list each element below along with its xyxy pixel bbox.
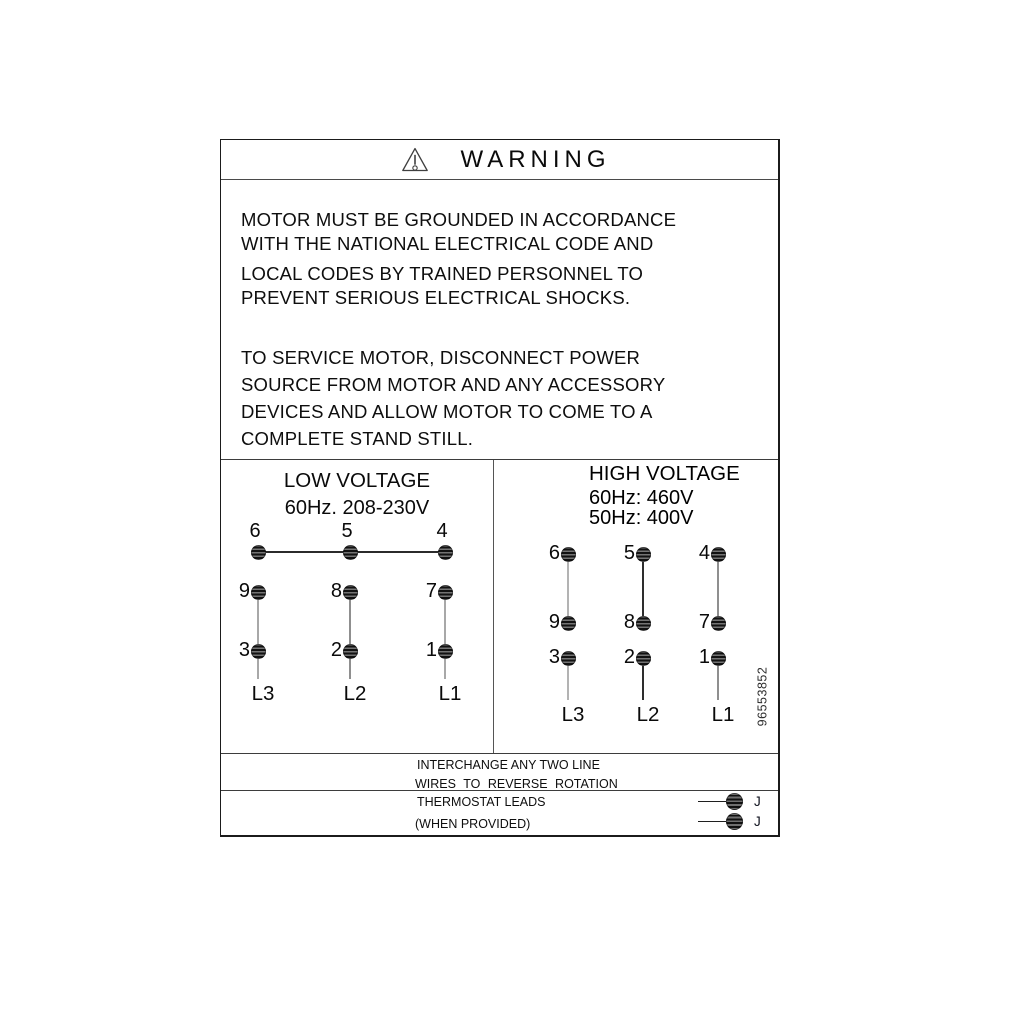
warning-line: COMPLETE STAND STILL. bbox=[241, 428, 474, 449]
warning-line: WITH THE NATIONAL ELECTRICAL CODE AND bbox=[241, 233, 654, 254]
lv-line-label: L2 bbox=[343, 682, 367, 705]
thermostat-note-section bbox=[221, 791, 778, 835]
low-voltage-subtitle: 60Hz. 208-230V bbox=[284, 497, 430, 519]
low-voltage-title: LOW VOLTAGE bbox=[283, 469, 431, 492]
lv-wire-l1 bbox=[444, 592, 446, 679]
warning-line: MOTOR MUST BE GROUNDED IN ACCORDANCE bbox=[241, 209, 677, 230]
rotation-note-line1: INTERCHANGE ANY TWO LINE bbox=[417, 758, 600, 772]
hv-terminal-number: 3 bbox=[548, 646, 560, 668]
warning-triangle-icon bbox=[400, 145, 430, 175]
warning-line: LOCAL CODES BY TRAINED PERSONNEL TO bbox=[241, 263, 644, 284]
lv-terminal-number: 7 bbox=[425, 580, 437, 602]
lv-terminal-dot-5 bbox=[343, 545, 358, 560]
thermostat-lead-terminal-1 bbox=[726, 793, 743, 810]
hv-terminal-dot-1 bbox=[711, 651, 726, 666]
lv-terminal-number: 3 bbox=[238, 639, 250, 661]
thermostat-note-line2: (WHEN PROVIDED) bbox=[415, 817, 531, 831]
thermostat-lead-wire-2 bbox=[698, 821, 728, 823]
hv-terminal-dot-7 bbox=[711, 616, 726, 631]
hv-terminal-number: 1 bbox=[698, 646, 710, 668]
thermostat-lead-wire-1 bbox=[698, 801, 728, 803]
hv-terminal-number: 2 bbox=[623, 646, 635, 668]
hv-line-label: L2 bbox=[636, 703, 660, 726]
lv-terminal-dot-1 bbox=[438, 644, 453, 659]
part-number: 96553852 bbox=[755, 666, 770, 727]
warning-line: DEVICES AND ALLOW MOTOR TO COME TO A bbox=[241, 401, 653, 422]
high-voltage-title: HIGH VOLTAGE bbox=[589, 462, 740, 485]
thermostat-lead-label-1: J bbox=[754, 794, 761, 809]
lv-terminal-dot-7 bbox=[438, 585, 453, 600]
high-voltage-header bbox=[589, 464, 740, 529]
motor-warning-label bbox=[220, 139, 780, 837]
lv-terminal-dot-8 bbox=[343, 585, 358, 600]
hv-terminal-number: 9 bbox=[548, 611, 560, 633]
lv-terminal-number: 9 bbox=[238, 580, 250, 602]
thermostat-lead-label-2: J bbox=[754, 814, 761, 829]
rotation-note-line2: WIRES TO REVERSE ROTATION bbox=[415, 777, 618, 791]
warning-line: TO SERVICE MOTOR, DISCONNECT POWER bbox=[241, 347, 641, 368]
thermostat-lead-terminal-2 bbox=[726, 813, 743, 830]
warning-header bbox=[221, 140, 778, 180]
lv-terminal-number: 4 bbox=[436, 520, 448, 542]
hv-terminal-dot-9 bbox=[561, 616, 576, 631]
lv-terminal-number: 2 bbox=[330, 639, 342, 661]
warning-paragraph-1 bbox=[241, 208, 758, 310]
hv-line-label: L3 bbox=[561, 703, 585, 726]
hv-terminal-dot-8 bbox=[636, 616, 651, 631]
lv-line-label: L1 bbox=[438, 682, 462, 705]
hv-terminal-number: 8 bbox=[623, 611, 635, 633]
hv-wire-6-9 bbox=[567, 554, 569, 623]
hv-terminal-dot-4 bbox=[711, 547, 726, 562]
lv-terminal-number: 1 bbox=[425, 639, 437, 661]
hv-terminal-dot-2 bbox=[636, 651, 651, 666]
lv-terminal-dot-3 bbox=[251, 644, 266, 659]
warning-text-section bbox=[221, 180, 778, 460]
lv-terminal-number: 8 bbox=[330, 580, 342, 602]
lv-wire-l3 bbox=[257, 592, 259, 679]
lv-terminal-dot-4 bbox=[438, 545, 453, 560]
hv-terminal-dot-3 bbox=[561, 651, 576, 666]
hv-terminal-dot-5 bbox=[636, 547, 651, 562]
high-voltage-freq1: 60Hz: 460V bbox=[589, 486, 694, 509]
warning-title: WARNING bbox=[460, 145, 611, 173]
hv-wire-5-8 bbox=[642, 554, 644, 623]
lv-line-label: L3 bbox=[251, 682, 275, 705]
lv-terminal-number: 6 bbox=[249, 520, 261, 542]
hv-wire-4-7 bbox=[717, 554, 719, 623]
lv-terminal-dot-9 bbox=[251, 585, 266, 600]
hv-terminal-number: 4 bbox=[698, 542, 710, 564]
warning-line: SOURCE FROM MOTOR AND ANY ACCESSORY bbox=[241, 374, 666, 395]
hv-terminal-number: 5 bbox=[623, 542, 635, 564]
hv-terminal-number: 7 bbox=[698, 611, 710, 633]
lv-terminal-dot-2 bbox=[343, 644, 358, 659]
warning-paragraph-2 bbox=[241, 344, 758, 452]
hv-terminal-number: 6 bbox=[548, 542, 560, 564]
lv-terminal-number: 5 bbox=[341, 520, 353, 542]
high-voltage-freq2: 50Hz: 400V bbox=[589, 507, 694, 529]
warning-line: PREVENT SERIOUS ELECTRICAL SHOCKS. bbox=[241, 287, 631, 308]
lv-wire-l2 bbox=[349, 592, 351, 679]
thermostat-note-line1: THERMOSTAT LEADS bbox=[417, 795, 546, 809]
wiring-diagrams-section bbox=[221, 460, 778, 754]
rotation-note-section bbox=[221, 754, 778, 791]
lv-terminal-dot-6 bbox=[251, 545, 266, 560]
hv-terminal-dot-6 bbox=[561, 547, 576, 562]
hv-line-label: L1 bbox=[711, 703, 735, 726]
